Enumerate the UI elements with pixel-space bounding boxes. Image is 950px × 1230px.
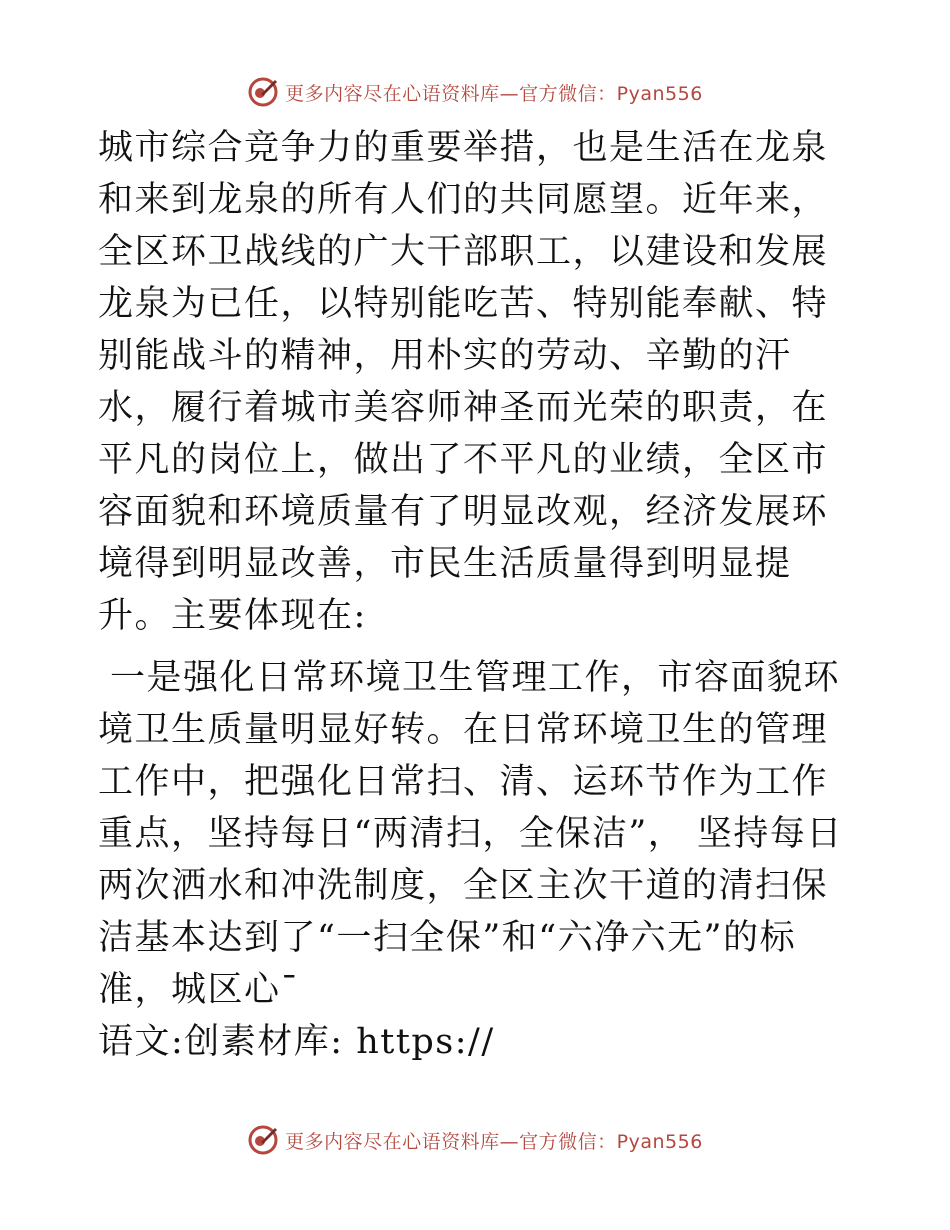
paragraph-2: 一是强化日常环境卫生管理工作，市容面貌环境卫生质量明显好转。在日常环境卫生的管理工作中，把强化日常扫、清、运环节作为工作重点，坚持每日“两清扫，全保洁”， 坚持每日两次洒水和冲洗制度，全区主次干道的清扫保洁基本达到了“一扫全保”和“六净六无”的标准，城区心¯: [98, 658, 843, 1010]
footer-banner: [0, 1120, 950, 1160]
paragraph-1: 城市综合竞争力的重要举措，也是生活在龙泉和来到龙泉的所有人们的共同愿望。近年来，全区环卫战线的广大干部职工，以建设和发展龙泉为已任，以特别能吃苦、特别能奉献、特别能战斗的精神，用朴实的劳动、辛勤的汗水，履行着城市美容师神圣而光荣的职责，在平凡的岗位上，做出了不平凡的业绩，全区市容面貌和环境质量有了明显改观，经济发展环境得到明显改善，市民生活质量得到明显提升。主要体现在:: [98, 128, 829, 636]
header-banner: [0, 72, 950, 112]
document-body: [98, 122, 858, 1068]
paragraph-3: 语文:创素材库: https://: [98, 1022, 495, 1062]
red-pen-circle-logo-icon: [247, 76, 279, 108]
footer-text: 更多内容尽在心语资料库—官方微信：Pyan556: [285, 1130, 703, 1153]
header-text: 更多内容尽在心语资料库—官方微信：Pyan556: [285, 82, 703, 105]
red-pen-circle-logo-icon: [247, 1124, 279, 1156]
